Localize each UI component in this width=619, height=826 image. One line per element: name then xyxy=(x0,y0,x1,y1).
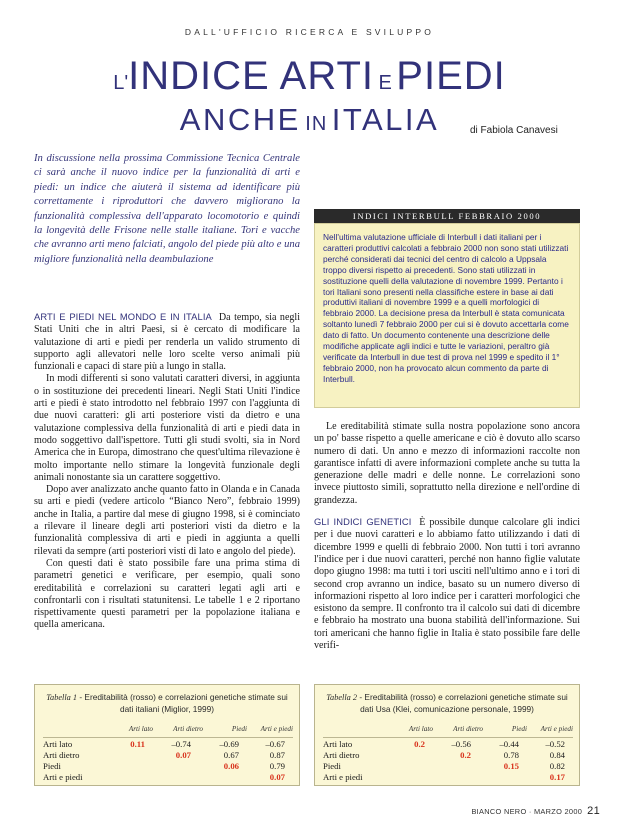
heritability-cell: 0.17 xyxy=(549,772,565,782)
table-cell: –0.56 xyxy=(451,739,471,749)
magazine-issue: BIANCO NERO · MARZO 2000 xyxy=(471,807,583,816)
column-header: Arti lato xyxy=(128,725,153,733)
left-column xyxy=(34,311,300,632)
table-row xyxy=(323,739,573,750)
author-byline: di Fabiola Canavesi xyxy=(470,125,558,136)
table-row xyxy=(43,772,293,783)
table-row xyxy=(323,772,573,783)
table-cell: –0.69 xyxy=(219,739,239,749)
table-row xyxy=(43,750,293,761)
table-row xyxy=(323,750,573,761)
table-cell: 0.84 xyxy=(549,750,565,760)
column-header: Arti e piedi xyxy=(540,725,573,733)
lead-paragraph: In discussione nella prossima Commissione Tecnica Centrale ci sarà anche il nuovo indice per la funzionalità di arti e piedi: un indice che aiuterà il sistema ad identificare più correttamente i riproduttori che davvero migliorano la funzionalità complessiva dell'apparato locomotorio e quindi la longevità delle Frisone nelle stalle italiane. Tori e vacche che avranno arti meno falciati, angolo del piede più alto e una migliore funzionalità nella deambulazione xyxy=(34,153,300,265)
body-paragraph: Con questi dati è stato possibile fare una prima stima di parametri genetici e verificare, per esempio, quali sono ereditabilità e correlazioni su caratteri legati agli arti e confrontarli con i risultati statunitensi. Le tabelle 1 e 2 riportano rispettivamente questi parametri per la popolazione italiana e quella americana. xyxy=(34,557,300,631)
table-cell: –0.44 xyxy=(499,739,519,749)
sidebar-box xyxy=(314,223,580,408)
table-cell: 0.67 xyxy=(223,750,239,760)
row-label: Arti dietro xyxy=(323,750,360,760)
table-cell: –0.52 xyxy=(545,739,565,749)
table-2 xyxy=(314,684,580,786)
headline-word-italia: ITALIA xyxy=(331,102,440,137)
column-header: Arti lato xyxy=(408,725,433,733)
table-caption: Tabella 2 - Ereditabilità (rosso) e correlazioni genetiche stimate sui dati Usa (Klei, comunicazione personale, 1999) xyxy=(326,692,568,714)
headline-article: L' xyxy=(113,72,129,94)
headline-line-1 xyxy=(0,56,619,96)
body-paragraph: ARTI E PIEDI NEL MONDO E IN ITALIA Da tempo, sia negli Stati Uniti che in altri Paesi, si è cercato di modificare la valutazione di arti e piedi per renderla un valido strumento di supporto agli allevatori nelle loro scelte verso animali più funzionali e capaci di stare più a lungo in stalla. xyxy=(34,311,301,373)
table-cell: 0.78 xyxy=(503,750,519,760)
table-cell: –0.67 xyxy=(265,739,285,749)
row-label: Arti dietro xyxy=(43,750,80,760)
table-row xyxy=(323,761,573,772)
table-cell: 0.82 xyxy=(549,761,565,771)
section-kicker: DALL'UFFICIO RICERCA E SVILUPPO xyxy=(184,27,435,37)
headline-word-anche: ANCHE xyxy=(179,102,301,137)
headline-word-indice: INDICE ARTI xyxy=(128,54,375,98)
table-row xyxy=(43,739,293,750)
table-header-row xyxy=(323,724,573,735)
heritability-cell: 0.15 xyxy=(503,761,519,771)
body-paragraph: GLI INDICI GENETICI È possibile dunque calcolare gli indici per i due nuovi caratteri e lo abbiamo fatto utilizzando i dati di dicembre 1999 e quelli di febbraio 2000. Non tutti i tori avranno l'indice per i due nuovi caratteri, perché non hanno figlie valutate dopo giugno 1998: ma tutti i tori usciti nell'ultimo anno e i tori di second crop avranno un indice, basato su un numero diverso di informazioni rispetto al loro indice per i caratteri morfologici che esistono da sempre. Il confronto tra il calcolo sui dati di dicembre e febbraio ha mostrato una buona stabilità dell'informazione. Sui tori americani che hanno figlie in Italia è stato possibile fare delle verifi- xyxy=(314,516,581,652)
column-header: Piedi xyxy=(231,725,247,733)
table-caption: Tabella 1 - Ereditabilità (rosso) e correlazioni genetiche stimate sui dati italiani (Miglior, 1999) xyxy=(46,692,288,714)
body-paragraph: In modi differenti si sono valutati caratteri diversi, in aggiunta o in sostituzione dei precedenti lineari. Negli Stati Uniti l'indice arti e piedi è stato introdotto nel febbraio 1997 con l'aggiunta di due nuovi caratteri: gli arti posteriore visti da dietro e una valutazione complessiva della funzionalità di arti e piedi data in modo soggettivo dall'ispettore. Tutti gli studi svolti, sia in Nord America che in Europa, dimostrano che quest'ultima rilevazione è molto importante nello stimare la longevità funzionale degli animali nonostante sia un carattere soggettivo. xyxy=(34,373,300,483)
heritability-cell: 0.06 xyxy=(223,761,239,771)
row-label: Arti lato xyxy=(323,739,353,749)
table-row xyxy=(43,761,293,772)
row-label: Arti e piedi xyxy=(323,772,363,782)
section-heading: GLI INDICI GENETICI xyxy=(314,516,412,528)
right-column xyxy=(314,421,580,652)
row-label: Arti lato xyxy=(43,739,73,749)
heritability-cell: 0.2 xyxy=(414,739,425,749)
column-header: Arti dietro xyxy=(453,725,483,733)
table-rule xyxy=(43,737,293,738)
heritability-cell: 0.07 xyxy=(269,772,285,782)
table-cell: 0.79 xyxy=(269,761,285,771)
row-label: Piedi xyxy=(323,761,341,771)
table-rule xyxy=(323,737,573,738)
headline-conjunction: E xyxy=(378,72,392,94)
heritability-cell: 0.11 xyxy=(130,739,145,749)
body-paragraph: Le ereditabilità stimate sulla nostra popolazione sono ancora un po' basse rispetto a quelle americane e ciò è dovuto allo scarso numero di dati. Un anno e mezzo di informazioni raccolte non garantisce infatti di avere informazioni complete anche su tutta la generazione delle madri e delle nonne. Le correlazioni sono invece piuttosto simili, soprattutto nella direzione e nell'ordine di grandezza. xyxy=(314,421,580,506)
page-footer xyxy=(430,805,600,817)
table-cell: 0.87 xyxy=(269,750,285,760)
table-cell: –0.74 xyxy=(171,739,191,749)
row-label: Piedi xyxy=(43,761,61,771)
heritability-cell: 0.07 xyxy=(175,750,191,760)
column-header: Arti dietro xyxy=(173,725,203,733)
section-heading: ARTI E PIEDI NEL MONDO E IN ITALIA xyxy=(34,311,212,322)
column-header: Piedi xyxy=(511,725,527,733)
headline-word-piedi: PIEDI xyxy=(396,54,506,98)
heritability-cell: 0.2 xyxy=(460,750,471,760)
column-header: Arti e piedi xyxy=(260,725,293,733)
body-paragraph: Dopo aver analizzato anche quanto fatto in Olanda e in Canada su arti e piedi (vedere articolo “Bianco Nero”, febbraio 1999) anche in Italia, a partire dal mese di giugno 1998, si è cominciato a rilevare il lineare degli arti posteriori visti da dietro e la funzionalità complessiva di arti e piedi in aggiunta a quelli rilevati da sempre (arti posteriori visti di lato e angolo del piede). xyxy=(34,484,300,557)
page-number: 21 xyxy=(587,805,600,817)
sidebar-box-text: Nell'ultima valutazione ufficiale di Interbull i dati italiani per i caratteri produttivi calcolati a febbraio 2000 non sono stati utilizzati perché considerati dai tecnici del centro di calcolo a Uppsala troppo diversi rispetto ai precedenti. Sono stati utilizzati in sostituzione quelli della valutazione di novembre 1999. Pertanto i tori Italiani sono presenti nella classifiche estere in base ai dati produttivi italiani di novembre 1999 e a quelli morfologici di febbraio 2000. La decisione presa da Interbull è stata comunicata soltanto lunedì 7 febbraio 2000 per cui si è dovuto accettarla come dato di fatto. Un documento contenente una descrizione delle modifiche applicate agli indici e tutte le variazioni, peraltro già verificate da Interbull in due test di prova nel 1999 e spedito il 1° febbraio 2000, non ha provocato alcun commento da parte di Interbull. xyxy=(323,232,569,384)
sidebar-box-title: INDICI INTERBULL FEBBRAIO 2000 xyxy=(314,209,580,223)
table-header-row xyxy=(43,724,293,735)
row-label: Arti e piedi xyxy=(43,772,83,782)
table-1 xyxy=(34,684,300,786)
headline-word-in: IN xyxy=(305,113,328,135)
